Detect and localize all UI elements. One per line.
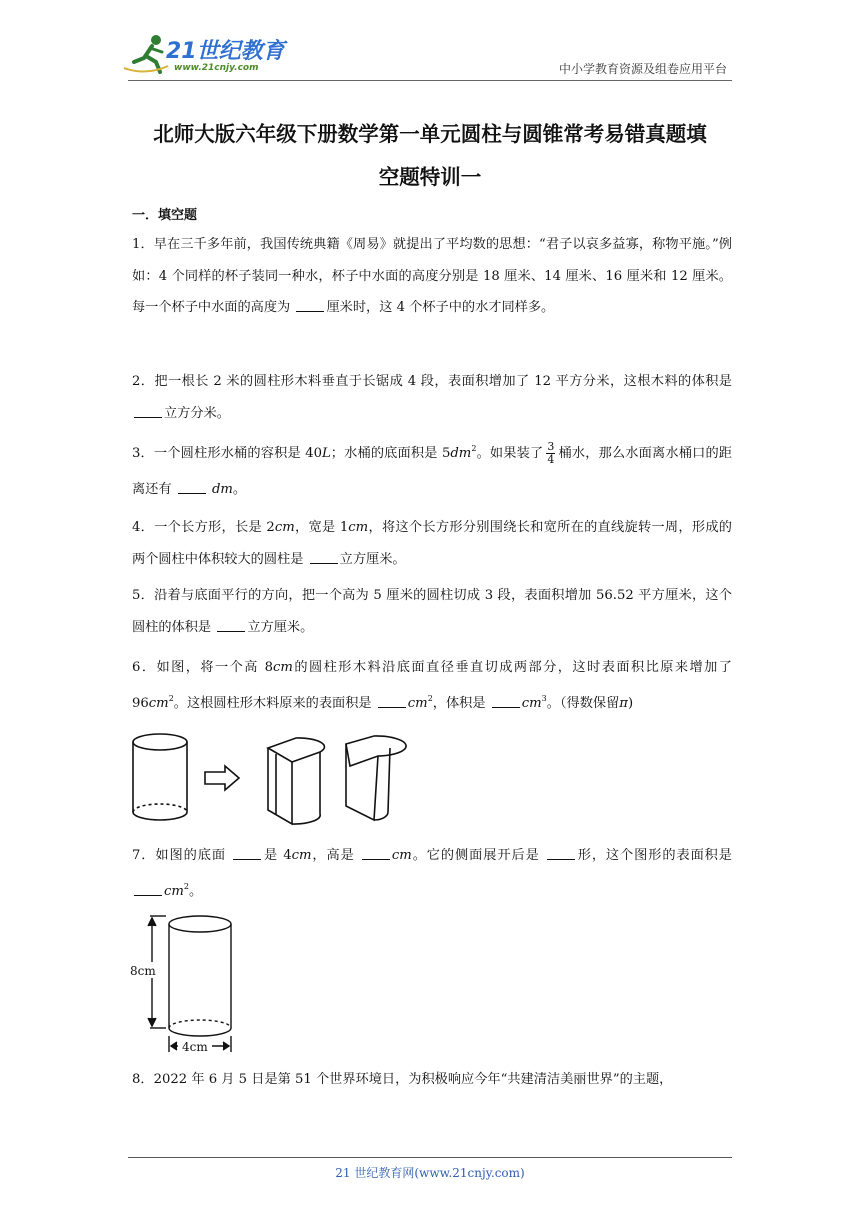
whole-cylinder — [133, 734, 187, 820]
q6-text-e: 。（得数保留 — [546, 696, 620, 711]
question-7: 7．如图的底面 是 4cm，高是 cm。它的侧面展开后是 形，这个图形的表面积是 $cm^2$。 — [132, 838, 732, 910]
q3-unit-dm2: dm — [450, 446, 472, 461]
q3-unit-dm: dm — [211, 482, 233, 497]
q1-text: 1．早在三千多年前，我国传统典籍《周易》就提出了平均数的思想：“君子以哀多益寡，称物平施。”例如：4 个同样的杯子装同一种水，杯子中水面的高度分别是 18 厘米、14 厘米、16 厘米和 12 厘米。每一个杯子中水面的高度为 — [132, 237, 732, 315]
q5-text-end: 立方厘米。 — [247, 619, 314, 635]
q3-text: 3．一个圆柱形水桶的容积是 40 — [132, 446, 322, 461]
q7-unit-1: cm — [291, 848, 312, 863]
footer-divider — [128, 1157, 732, 1158]
half-cylinder-right — [346, 736, 406, 820]
fraction-three-quarters — [546, 441, 555, 466]
q7-text-b: 是 4 — [263, 848, 292, 863]
question-6: 6．如图，将一个高 8cm的圆柱形木料沿底面直径垂直切成两部分，这时表面积比原来增加了 $96cm^2$。这根圆柱形木料原来的表面积是 $cm^2$，体积是 $cm^3$。（得数保留π) — [132, 660, 732, 711]
diameter-label: 4cm — [182, 1040, 208, 1054]
q5-text: 5．沿着与底面平行的方向，把一个高为 5 厘米的圆柱切成 3 段，表面积增加 56.52 平方厘米，这个圆柱的体积是 — [132, 588, 732, 635]
page-title-line1: 北师大版六年级下册数学第一单元圆柱与圆锥常考易错真题填 — [153, 122, 707, 146]
site-logo[interactable] — [122, 32, 292, 78]
q6-blank-2[interactable] — [492, 693, 520, 708]
q7-blank-1[interactable] — [233, 845, 261, 860]
q7-blank-4[interactable] — [134, 881, 162, 896]
question-4 — [132, 512, 732, 575]
q7-text-f: 。 — [189, 884, 203, 899]
q6-text-b: 的圆柱形木料沿底面直径垂直切成两部分，这时表面积比原来增加了 96 — [132, 660, 732, 711]
q4-text-end: 立方厘米。 — [339, 551, 406, 567]
q5-blank[interactable] — [217, 617, 245, 632]
q2-blank[interactable] — [134, 403, 162, 418]
q6-unit-4: cm — [521, 696, 542, 711]
q6-text: 6．如图，将一个高 8 — [132, 660, 273, 675]
q7-text-d: 。它的侧面展开后是 — [411, 848, 545, 863]
q4-blank[interactable] — [310, 549, 338, 564]
header-platform-text: 中小学教育资源及组卷应用平台 — [558, 62, 727, 76]
q6-text-d: ，体积是 — [432, 696, 490, 711]
q7-unit-2: cm — [391, 848, 412, 863]
q6-pi: π — [619, 696, 628, 711]
q6-text-f: ) — [627, 696, 634, 711]
q6-unit-3: cm — [407, 696, 428, 711]
q7-text: 7．如图的底面 — [132, 848, 232, 863]
arrow-icon — [205, 766, 239, 790]
q6-unit-1: cm — [272, 660, 293, 675]
fraction-denominator: 4 — [547, 453, 555, 466]
q3-blank[interactable] — [178, 479, 206, 494]
q7-text-e: 形，这个图形的表面积是 — [576, 848, 732, 863]
section-heading: 一．填空题 — [132, 208, 198, 223]
footer-site-link[interactable]: 21 世纪教育网(www.21cnjy.com) — [335, 1166, 525, 1180]
page-title-line2: 空题特训一 — [378, 165, 482, 189]
question-1 — [132, 229, 732, 324]
q3-text-c: 。如果装了 — [476, 446, 544, 461]
half-cylinder-left — [268, 738, 324, 824]
q8-text: 8．2022 年 6 月 5 日是第 51 个世界环境日，为积极响应今年“共建清洁美丽世界”的主题， — [132, 1072, 673, 1087]
cylinder-dimension-figure — [126, 912, 238, 1056]
q4-unit-2: cm — [348, 520, 369, 535]
q1-blank[interactable] — [296, 297, 324, 312]
q3-unit-l: L — [321, 446, 331, 461]
q7-unit-3: cm — [164, 884, 184, 899]
logo-text: 21世纪教育 — [166, 39, 285, 64]
fraction-numerator: 3 — [547, 440, 555, 453]
q2-text-end: 立方分米。 — [164, 405, 230, 421]
q4-text-b: ，宽是 1 — [294, 520, 349, 535]
q7-blank-2[interactable] — [362, 845, 390, 860]
header-divider — [128, 80, 732, 81]
q6-blank-1[interactable] — [378, 693, 406, 708]
q7-text-c: ，高是 — [311, 848, 360, 863]
q3-text-e: 。 — [232, 482, 247, 497]
runner-logo-icon — [122, 32, 170, 78]
q6-unit-2: cm — [148, 696, 169, 711]
question-2 — [132, 366, 732, 429]
q4-text: 4．一个长方形，长是 2 — [132, 520, 275, 535]
q7-blank-3[interactable] — [547, 845, 575, 860]
height-label: 8cm — [130, 964, 156, 978]
question-5 — [132, 580, 732, 643]
cylinder-cut-figure — [128, 726, 418, 830]
q2-text: 2．把一根长 2 米的圆柱形木料垂直于长锯成 4 段，表面积增加了 12 平方分米，这根木料的体积是 — [132, 374, 732, 389]
q3-text-b: ；水桶的底面积是 5 — [330, 446, 451, 461]
question-3: 3．一个圆柱形水桶的容积是 40L；水桶的底面积是 $5dm^2$。如果装了 $\frac{3}{4}$ 桶水，那么水面离水桶口的距离还有 dm。 — [132, 440, 732, 497]
q6-text-c: 。这根圆柱形木料原来的表面积是 — [173, 696, 376, 711]
logo-url: www.21cnjy.com — [174, 63, 259, 73]
q4-unit-1: cm — [274, 520, 295, 535]
q3-text-d: 桶水，那么水面离水桶口的距离还有 — [132, 446, 732, 497]
q1-text-end: 厘米时，这 4 个杯子中的水才同样多。 — [326, 300, 555, 315]
q4-text-c: ，将这个长方形分别围绕长和宽所在的直线旋转一周，形成的两个圆柱中体积较大的圆柱是 — [132, 520, 732, 567]
question-8 — [132, 1064, 732, 1096]
